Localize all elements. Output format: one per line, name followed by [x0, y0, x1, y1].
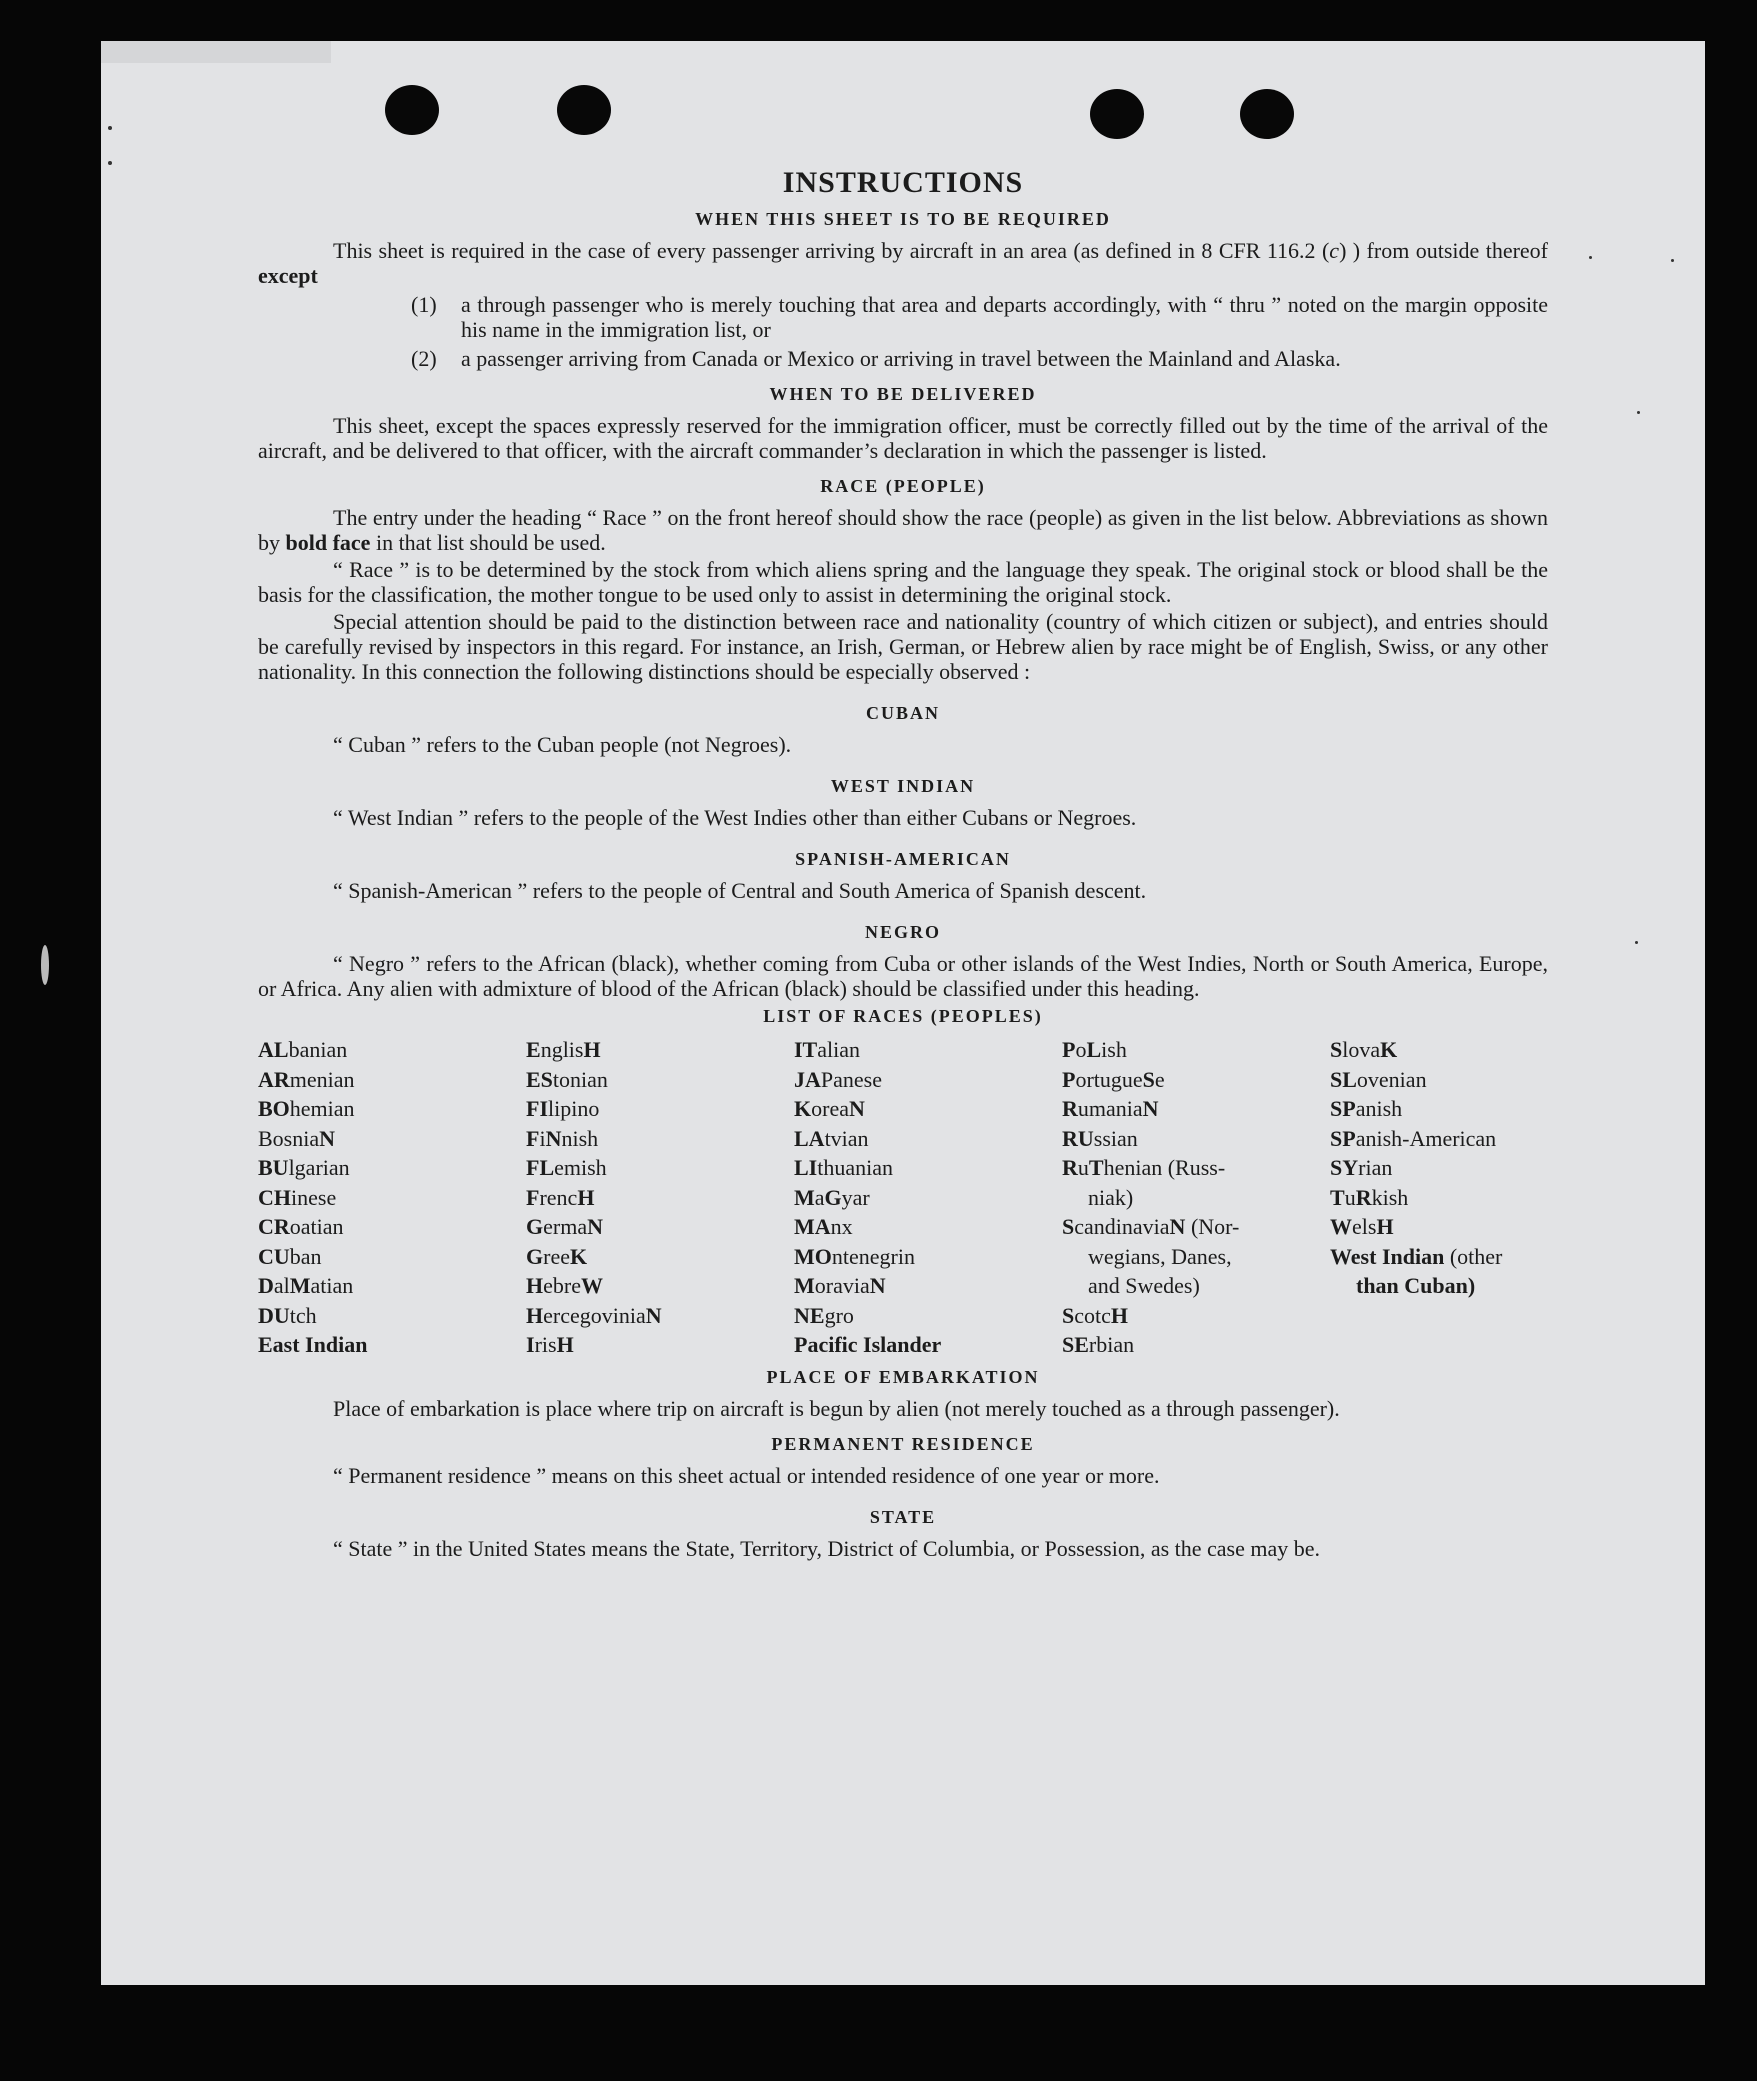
race-name-part: ban	[289, 1243, 322, 1269]
race-abbreviation: MO	[794, 1243, 832, 1269]
race-abbreviation: IT	[794, 1037, 818, 1062]
race-entry	[794, 1271, 1062, 1301]
race-name-part: tvian	[824, 1125, 869, 1151]
race-name-part: ebre	[543, 1273, 581, 1298]
punch-hole	[385, 85, 439, 135]
race-entry	[794, 1301, 1062, 1331]
speck	[1635, 941, 1638, 944]
race-entry	[526, 1330, 794, 1360]
race-entry	[794, 1212, 1062, 1242]
race-name-part: u	[1077, 1155, 1089, 1180]
west-indian-definition: “ West Indian ” refers to the people of the West Indies other than either Cubans or Negroes.	[333, 805, 1137, 830]
punch-hole	[557, 85, 611, 135]
race-abbreviation: LI	[794, 1155, 818, 1180]
page-title: INSTRUCTIONS	[782, 166, 1024, 199]
race-abbreviation: SP	[1330, 1096, 1356, 1121]
race-abbreviation: N	[587, 1214, 603, 1239]
race-abbreviation: F	[526, 1125, 540, 1151]
race-name-part: lipino	[548, 1096, 600, 1121]
race-abbreviation: CH	[258, 1184, 291, 1210]
race-name-part: ortugue	[1075, 1066, 1143, 1092]
race-abbreviation: E	[526, 1037, 541, 1062]
race-name-part: ssian	[1093, 1125, 1138, 1151]
race-entry	[526, 1301, 794, 1331]
race-abbreviation: P	[1062, 1066, 1076, 1092]
exception-number: (1)	[411, 292, 437, 317]
exception-text: a passenger arriving from Canada or Mexico or arriving in travel between the Mainland and Alaska.	[461, 346, 1341, 371]
race-name-part: i	[539, 1125, 546, 1151]
race-entry	[258, 1065, 526, 1095]
race-entry	[526, 1065, 794, 1095]
race-entry	[258, 1330, 526, 1360]
race-entry	[258, 1271, 526, 1301]
race-name-part: henian (Russ-	[1103, 1155, 1226, 1180]
race-paragraph-1: The entry under the heading “ Race ” on the front hereof should show the race (people) as given in the list below. Abbreviations as shown by bold face in that list should be used.	[258, 505, 1548, 555]
race-abbreviation: NE	[794, 1302, 825, 1328]
race-entry	[1330, 1124, 1550, 1154]
race-abbreviation: JA	[794, 1066, 821, 1092]
exception-text: a through passenger who is merely touching that area and departs accordingly, with “ thru ” noted on the margin opposite his name in the immigration list, or	[461, 292, 1548, 342]
race-abbreviation: H	[1110, 1302, 1129, 1328]
section-heading-west-indian: WEST INDIAN	[830, 776, 976, 796]
race-entry	[526, 1242, 794, 1272]
place-of-embarkation-definition: Place of embarkation is place where trip on aircraft is begun by alien (not merely touched as a through passenger).	[333, 1395, 1340, 1421]
race-entry	[526, 1094, 794, 1124]
race-abbreviation: H	[583, 1037, 601, 1062]
race-name-part: thuanian	[817, 1155, 894, 1180]
race-entry	[794, 1183, 1062, 1213]
race-paragraph-2: “ Race ” is to be determined by the stock from which aliens spring and the language they speak. The original stock or blood shall be the basis for the classification, the mother tongue to be used only to assist in determining the original stock.	[258, 557, 1548, 607]
race-abbreviation: W	[580, 1273, 603, 1298]
race-column	[258, 1035, 526, 1360]
section-heading-negro: NEGRO	[864, 922, 941, 942]
race-entry	[794, 1330, 1062, 1360]
race-abbreviation: G	[526, 1243, 544, 1269]
race-entry	[1062, 1124, 1330, 1154]
race-abbreviation: SP	[1330, 1125, 1356, 1151]
race-abbreviation: BU	[258, 1155, 289, 1180]
race-column	[1330, 1035, 1550, 1360]
race-name-part: nish	[561, 1125, 599, 1151]
race-name-part: umania	[1077, 1096, 1143, 1121]
race-abbreviation: N	[1169, 1214, 1186, 1239]
race-abbreviation: G	[526, 1214, 544, 1239]
race-name-part: cotc	[1074, 1302, 1111, 1328]
race-name-part: lova	[1342, 1037, 1381, 1062]
race-column	[1062, 1035, 1330, 1360]
race-entry	[794, 1035, 1062, 1065]
section-heading-race: RACE (PEOPLE)	[820, 476, 986, 496]
race-abbreviation: K	[569, 1243, 588, 1269]
exception-number: (2)	[411, 346, 437, 371]
race-name-part: al	[273, 1273, 290, 1298]
race-abbreviation: Pacific Islander	[794, 1332, 942, 1357]
race-abbreviation: N	[869, 1273, 886, 1298]
race-entry	[1330, 1065, 1550, 1095]
section-heading-state: STATE	[869, 1506, 937, 1527]
race-abbreviation: LA	[794, 1125, 825, 1151]
race-name-part: e	[1154, 1066, 1165, 1092]
race-abbreviation: N	[545, 1125, 562, 1151]
exception-item	[411, 346, 1548, 371]
speck	[41, 945, 49, 985]
race-name-part: inese	[291, 1184, 337, 1210]
race-abbreviation: SE	[1062, 1332, 1089, 1357]
race-entry	[1062, 1212, 1330, 1242]
race-abbreviation: FI	[526, 1096, 548, 1121]
race-entry	[526, 1153, 794, 1183]
speck	[1637, 411, 1640, 414]
race-abbreviation: BO	[258, 1096, 290, 1121]
when-required-intro: This sheet is required in the case of every passenger arriving by aircraft in an area (as defined in 8 CFR 116.2 (c) ) from outside thereof except	[258, 238, 1549, 288]
race-abbreviation: T	[1330, 1184, 1345, 1210]
race-name-part: a	[814, 1184, 825, 1210]
race-entry	[526, 1183, 794, 1213]
race-name-part: gro	[824, 1302, 854, 1328]
race-abbreviation: W	[1330, 1214, 1352, 1239]
race-entry	[794, 1124, 1062, 1154]
race-abbreviation: H	[556, 1332, 574, 1357]
race-name-part: tch	[289, 1302, 317, 1328]
speck	[1671, 259, 1674, 262]
race-name-part: tonian	[552, 1066, 608, 1092]
section-heading-permanent-residence: PERMANENT RESIDENCE	[771, 1433, 1035, 1454]
race-abbreviation: ES	[526, 1066, 553, 1092]
race-entry-continuation	[1062, 1242, 1330, 1272]
race-entry	[1062, 1153, 1330, 1183]
race-name-part: rian	[1358, 1155, 1393, 1180]
race-name-part: atian	[310, 1273, 354, 1298]
race-column	[526, 1035, 794, 1360]
race-entry	[258, 1035, 526, 1065]
race-abbreviation: than Cuban)	[1356, 1273, 1476, 1298]
negro-definition: “ Negro ” refers to the African (black), whether coming from Cuba or other islands of the West Indies, North or South America, Europe, or Africa. Any alien with admixture of blood of the African (black) should be classified under this heading.	[258, 951, 1548, 1001]
race-entry	[258, 1094, 526, 1124]
punch-hole	[1090, 89, 1144, 139]
race-entry	[1330, 1212, 1550, 1242]
race-abbreviation: N	[319, 1125, 336, 1151]
section-heading-cuban: CUBAN	[865, 703, 940, 723]
race-abbreviation: S	[1330, 1037, 1343, 1062]
race-entry	[1330, 1183, 1550, 1213]
when-delivered-text: This sheet, except the spaces expressly reserved for the immigration officer, must be correctly filled out by the time of the arrival of the aircraft, and be delivered to that officer, with the aircraft commander’s declaration in which the passenger is listed.	[258, 413, 1548, 463]
race-name-part: niak)	[1088, 1184, 1134, 1210]
section-heading-when-delivered: WHEN TO BE DELIVERED	[769, 384, 1037, 404]
cuban-definition: “ Cuban ” refers to the Cuban people (not Negroes).	[333, 732, 792, 757]
race-abbreviation: S	[1062, 1302, 1075, 1328]
race-abbreviation: M	[289, 1273, 311, 1298]
race-abbreviation: K	[1380, 1037, 1398, 1062]
race-entry	[1330, 1242, 1550, 1272]
race-abbreviation: MA	[794, 1214, 831, 1239]
race-entry	[258, 1153, 526, 1183]
race-name-part: lgarian	[288, 1155, 350, 1180]
race-name-part: and Swedes)	[1088, 1273, 1200, 1298]
race-abbreviation: AL	[258, 1037, 289, 1062]
race-name-part: kish	[1371, 1184, 1409, 1210]
race-column	[794, 1035, 1062, 1360]
race-entry	[258, 1301, 526, 1331]
race-entry	[794, 1153, 1062, 1183]
race-name-part: nglis	[540, 1037, 584, 1062]
race-name-part: ovenian	[1356, 1066, 1427, 1092]
race-name-part: Panese	[820, 1066, 882, 1092]
race-abbreviation: F	[526, 1184, 540, 1210]
race-abbreviation: M	[794, 1273, 815, 1298]
section-heading-place-of-embarkation: PLACE OF EMBARKATION	[766, 1366, 1040, 1387]
race-name-part: ish	[1101, 1037, 1127, 1062]
race-abbreviation: H	[526, 1273, 544, 1298]
race-name-part: alian	[817, 1037, 861, 1062]
race-name-part: yar	[841, 1184, 870, 1210]
race-name-part: u	[1344, 1184, 1356, 1210]
race-abbreviation: West Indian	[1330, 1243, 1445, 1269]
race-abbreviation: East Indian	[258, 1332, 368, 1357]
race-abbreviation: K	[794, 1096, 812, 1121]
exception-item	[411, 292, 1548, 342]
race-abbreviation: T	[1088, 1155, 1104, 1180]
race-name-part: oravia	[814, 1273, 870, 1298]
race-name-part: (Nor-	[1185, 1214, 1240, 1239]
race-abbreviation: D	[258, 1273, 274, 1298]
race-abbreviation: CU	[258, 1243, 290, 1269]
race-abbreviation: P	[1062, 1037, 1076, 1062]
race-name-part: ree	[543, 1243, 570, 1269]
instructions-content	[258, 166, 1548, 1561]
race-abbreviation: N	[1142, 1096, 1159, 1121]
race-entry	[526, 1124, 794, 1154]
race-abbreviation: S	[1142, 1066, 1155, 1092]
race-name-part: els	[1352, 1214, 1377, 1239]
race-abbreviation: M	[794, 1184, 815, 1210]
race-abbreviation: I	[526, 1332, 535, 1357]
race-entry	[258, 1183, 526, 1213]
race-name-part: candinavia	[1074, 1214, 1170, 1239]
race-abbreviation: N	[645, 1302, 662, 1328]
race-entry	[794, 1242, 1062, 1272]
race-name-part: Bosnia	[258, 1125, 320, 1151]
speck	[1589, 256, 1592, 259]
race-entry	[1062, 1035, 1330, 1065]
page-corner-smudge	[101, 41, 331, 63]
speck	[108, 161, 112, 165]
race-name-part: hemian	[289, 1096, 355, 1121]
race-name-part: erma	[543, 1214, 588, 1239]
race-entry	[794, 1094, 1062, 1124]
race-abbreviation: H	[1376, 1214, 1394, 1239]
race-abbreviation: H	[526, 1302, 544, 1328]
punch-hole	[1240, 89, 1294, 139]
race-name-part: anish-American	[1355, 1125, 1497, 1151]
race-name-part: ercegovinia	[543, 1302, 646, 1328]
race-abbreviation: L	[1086, 1037, 1102, 1062]
section-heading-list-of-races: LIST OF RACES (PEOPLES)	[763, 1006, 1043, 1026]
race-entry	[1330, 1094, 1550, 1124]
race-name-part: ris	[534, 1332, 557, 1357]
race-abbreviation: FL	[526, 1155, 555, 1180]
state-definition: “ State ” in the United States means the State, Territory, District of Columbia, or Possession, as the case may be.	[333, 1535, 1321, 1561]
race-name-part: nx	[830, 1214, 853, 1239]
race-entry	[526, 1035, 794, 1065]
race-name-part: ntenegrin	[831, 1243, 915, 1269]
race-abbreviation: N	[848, 1096, 865, 1121]
race-entry	[258, 1242, 526, 1272]
race-name-part: menian	[289, 1066, 355, 1092]
race-name-part: oatian	[289, 1214, 344, 1239]
race-abbreviation: AR	[258, 1066, 290, 1092]
race-name-part: banian	[288, 1037, 348, 1062]
race-entry	[1330, 1153, 1550, 1183]
race-entry	[1062, 1094, 1330, 1124]
spanish-american-definition: “ Spanish-American ” refers to the people of Central and South America of Spanish descent.	[333, 878, 1147, 903]
race-abbreviation: G	[824, 1184, 842, 1210]
race-entry	[794, 1065, 1062, 1095]
race-entry	[1062, 1301, 1330, 1331]
race-abbreviation: H	[577, 1184, 595, 1210]
race-entry-continuation	[1330, 1271, 1550, 1301]
race-abbreviation: CR	[258, 1214, 290, 1239]
permanent-residence-definition: “ Permanent residence ” means on this sheet actual or intended residence of one year or more.	[333, 1462, 1160, 1488]
race-abbreviation: RU	[1062, 1125, 1094, 1151]
race-abbreviation: R	[1355, 1184, 1372, 1210]
race-entry-continuation	[1062, 1183, 1330, 1213]
race-name-part: anish	[1355, 1096, 1403, 1121]
race-abbreviation: DU	[258, 1302, 290, 1328]
list-of-races-table	[258, 1035, 1548, 1360]
race-name-part: (other	[1444, 1243, 1503, 1269]
race-entry	[258, 1124, 526, 1154]
document-page	[101, 41, 1705, 1985]
race-name-part: rbian	[1088, 1332, 1135, 1357]
race-entry	[526, 1271, 794, 1301]
race-name-part: wegians, Danes,	[1088, 1243, 1232, 1269]
race-entry	[1330, 1035, 1550, 1065]
race-entry-continuation	[1062, 1271, 1330, 1301]
race-abbreviation: SL	[1330, 1066, 1357, 1092]
race-name-part: orea	[811, 1096, 849, 1121]
race-entry	[526, 1212, 794, 1242]
race-name-part: renc	[539, 1184, 578, 1210]
race-entry	[1062, 1330, 1330, 1360]
race-entry	[1062, 1065, 1330, 1095]
race-abbreviation: S	[1062, 1214, 1075, 1239]
race-name-part: o	[1075, 1037, 1087, 1062]
section-heading-spanish-american: SPANISH-AMERICAN	[795, 849, 1011, 869]
race-abbreviation: R	[1062, 1155, 1078, 1180]
section-heading-when-required: WHEN THIS SHEET IS TO BE REQUIRED	[695, 209, 1111, 229]
speck	[108, 126, 112, 130]
race-abbreviation: SY	[1330, 1155, 1359, 1180]
race-entry	[258, 1212, 526, 1242]
race-paragraph-3: Special attention should be paid to the distinction between race and nationality (country of which citizen or subject), and entries should be carefully revised by inspectors in this regard. For instance, an Irish, German, or Hebrew alien by race might be of English, Swiss, or any other nationality. In this connection the following distinctions should be especially observed :	[258, 609, 1548, 684]
race-abbreviation: R	[1062, 1096, 1078, 1121]
race-name-part: emish	[554, 1155, 607, 1180]
